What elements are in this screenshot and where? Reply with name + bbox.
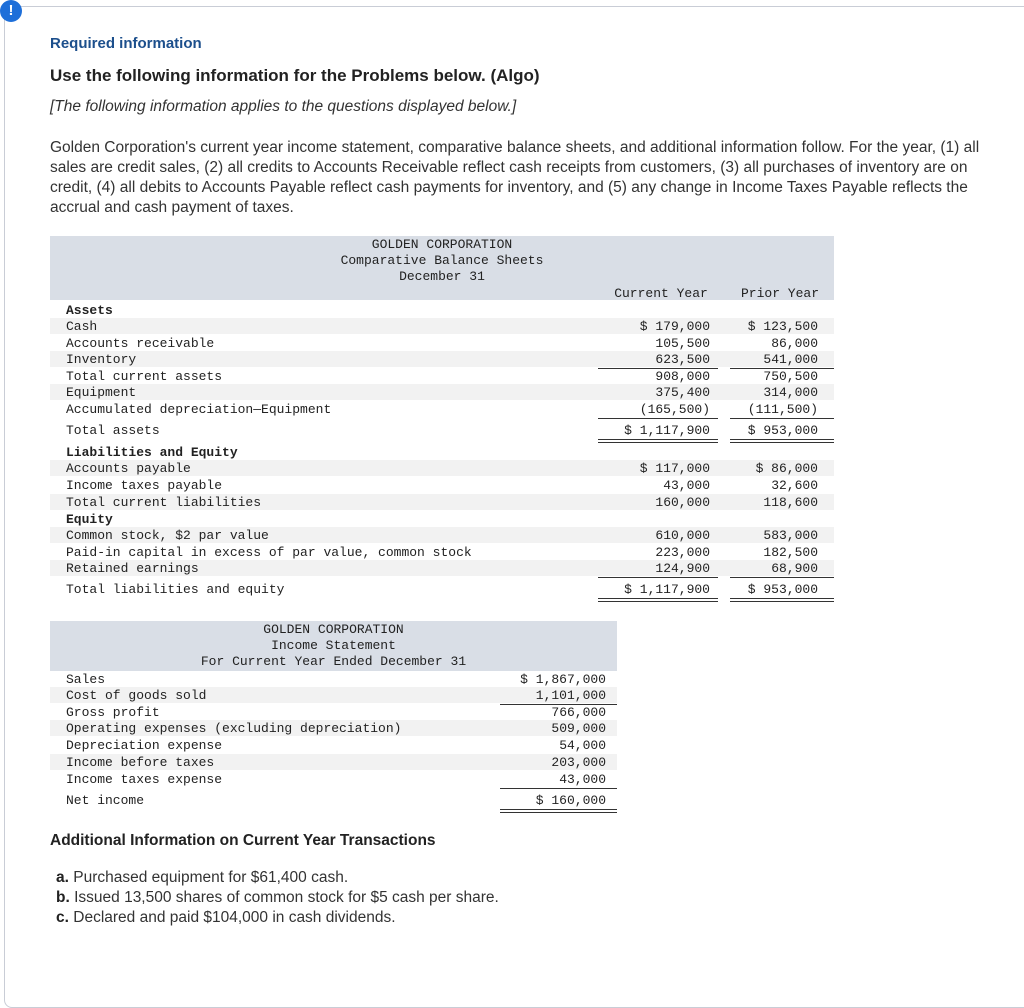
bs-col-current: Current Year xyxy=(614,286,708,301)
bs-row-current: $ 1,117,900 xyxy=(624,423,710,438)
bs-row-current: 908,000 xyxy=(655,369,710,384)
bs-row-prior: (111,500) xyxy=(747,402,818,417)
bs-row-label: Paid-in capital in excess of par value, common stock xyxy=(66,545,472,560)
is-period: For Current Year Ended December 31 xyxy=(200,654,467,669)
bs-row-label: Income taxes payable xyxy=(66,478,223,493)
bs-col-prior: Prior Year xyxy=(740,286,819,301)
alert-icon: ! xyxy=(0,0,22,22)
bs-row-label: Inventory xyxy=(66,352,137,367)
total-rule xyxy=(730,439,834,440)
bs-row-current: $ 179,000 xyxy=(639,319,710,334)
item-letter: c. xyxy=(56,909,69,926)
total-rule xyxy=(730,577,834,578)
row-band xyxy=(50,384,834,400)
bs-row-prior: 750,500 xyxy=(763,369,818,384)
is-row-value: 1,101,000 xyxy=(535,688,606,703)
total-rule xyxy=(730,598,834,599)
bs-row-prior: 583,000 xyxy=(763,528,818,543)
double-rule xyxy=(730,442,834,443)
item-text: Issued 13,500 shares of common stock for $5 cash per share. xyxy=(74,889,499,906)
bs-row-prior: 541,000 xyxy=(763,352,818,367)
row-band xyxy=(50,318,834,334)
intro-paragraph: Golden Corporation's current year income statement, comparative balance sheets, and additional information follow. For the year, (1) all sales are credit sales, (2) all credits to Accounts Receivable reflect cash receipts from customers, (3) all purchases of inventory are on credit, (4) all debits to Accounts Payable reflect cash payments for inventory, and (5) any change in Income Taxes Payable reflects the accrual and cash payment of taxes. xyxy=(50,139,980,216)
double-rule xyxy=(598,442,718,443)
is-row-label: Depreciation expense xyxy=(66,738,223,753)
additional-item xyxy=(56,869,348,887)
additional-item xyxy=(56,889,499,907)
bs-row-prior: 68,900 xyxy=(771,561,818,576)
bs-row-prior: $ 953,000 xyxy=(747,582,818,597)
bs-row-prior: $ 953,000 xyxy=(747,423,818,438)
bs-row-current: 610,000 xyxy=(655,528,710,543)
total-rule xyxy=(598,598,718,599)
double-rule xyxy=(500,812,617,813)
is-row-value: $ 1,867,000 xyxy=(520,672,606,687)
bs-row-label: Accounts receivable xyxy=(66,336,215,351)
bs-row-label: Total current assets xyxy=(66,369,223,384)
bs-row-prior: 118,600 xyxy=(763,495,818,510)
bs-row-prior: 86,000 xyxy=(771,336,818,351)
problem-subtitle: [The following information applies to the questions displayed below.] xyxy=(50,98,517,115)
additional-item xyxy=(56,909,396,927)
is-row-label: Sales xyxy=(66,672,106,687)
bs-row-current: $ 1,117,900 xyxy=(624,582,710,597)
item-letter: b. xyxy=(56,889,70,906)
additional-info-heading: Additional Information on Current Year Transactions xyxy=(50,832,436,849)
bs-row-label: Equity xyxy=(66,512,113,527)
total-rule xyxy=(730,418,834,419)
bs-row-current: 160,000 xyxy=(655,495,710,510)
bs-row-label: Equipment xyxy=(66,385,137,400)
bs-row-prior: 182,500 xyxy=(763,545,818,560)
total-rule xyxy=(500,788,617,789)
bs-row-label: Accounts payable xyxy=(66,461,191,476)
bs-row-current: 43,000 xyxy=(663,478,710,493)
double-rule xyxy=(598,601,718,602)
is-row-value: $ 160,000 xyxy=(535,793,606,808)
bs-row-current: 124,900 xyxy=(655,561,710,576)
is-row-label: Cost of goods sold xyxy=(66,688,207,703)
is-row-label: Income taxes expense xyxy=(66,772,223,787)
bs-row-label: Retained earnings xyxy=(66,561,199,576)
is-row-value: 509,000 xyxy=(551,721,606,736)
double-rule xyxy=(730,601,834,602)
bs-row-label: Common stock, $2 par value xyxy=(66,528,269,543)
total-rule xyxy=(500,809,617,810)
is-row-value: 54,000 xyxy=(559,738,606,753)
item-text: Purchased equipment for $61,400 cash. xyxy=(73,869,349,886)
bs-row-current: $ 117,000 xyxy=(639,461,710,476)
bs-row-prior: $ 86,000 xyxy=(755,461,818,476)
is-row-value: 203,000 xyxy=(551,755,606,770)
is-row-label: Gross profit xyxy=(66,705,160,720)
is-company: GOLDEN CORPORATION xyxy=(263,622,404,637)
bs-title: Comparative Balance Sheets xyxy=(340,253,544,268)
row-band xyxy=(50,351,834,367)
bs-row-current: 375,400 xyxy=(655,385,710,400)
bs-row-label: Total liabilities and equity xyxy=(66,582,285,597)
bs-row-label: Cash xyxy=(66,319,98,334)
bs-row-label: Liabilities and Equity xyxy=(66,445,238,460)
bs-row-label: Total assets xyxy=(66,423,160,438)
problem-heading: Use the following information for the Problems below. (Algo) xyxy=(50,66,540,85)
bs-row-current: 223,000 xyxy=(655,545,710,560)
bs-row-current: 623,500 xyxy=(655,352,710,367)
required-information-label: Required information xyxy=(50,35,202,52)
total-rule xyxy=(598,439,718,440)
item-letter: a. xyxy=(56,869,69,886)
bs-row-label: Accumulated depreciation—Equipment xyxy=(66,402,332,417)
bs-company: GOLDEN CORPORATION xyxy=(371,237,513,252)
total-rule xyxy=(598,418,718,419)
item-text: Declared and paid $104,000 in cash dividends. xyxy=(73,909,396,926)
bs-row-prior: $ 123,500 xyxy=(747,319,818,334)
is-row-value: 766,000 xyxy=(551,705,606,720)
bs-date: December 31 xyxy=(399,269,485,284)
is-row-label: Income before taxes xyxy=(66,755,215,770)
is-title: Income Statement xyxy=(271,638,396,653)
bs-row-label: Assets xyxy=(66,303,113,318)
bs-row-prior: 32,600 xyxy=(771,478,818,493)
bs-row-current: 105,500 xyxy=(655,336,710,351)
is-row-label: Net income xyxy=(66,793,145,808)
bs-row-current: (165,500) xyxy=(639,402,710,417)
is-row-label: Operating expenses (excluding depreciation) xyxy=(66,721,402,736)
bs-row-label: Total current liabilities xyxy=(66,495,262,510)
bs-row-prior: 314,000 xyxy=(763,385,818,400)
total-rule xyxy=(598,577,718,578)
is-row-value: 43,000 xyxy=(559,772,606,787)
